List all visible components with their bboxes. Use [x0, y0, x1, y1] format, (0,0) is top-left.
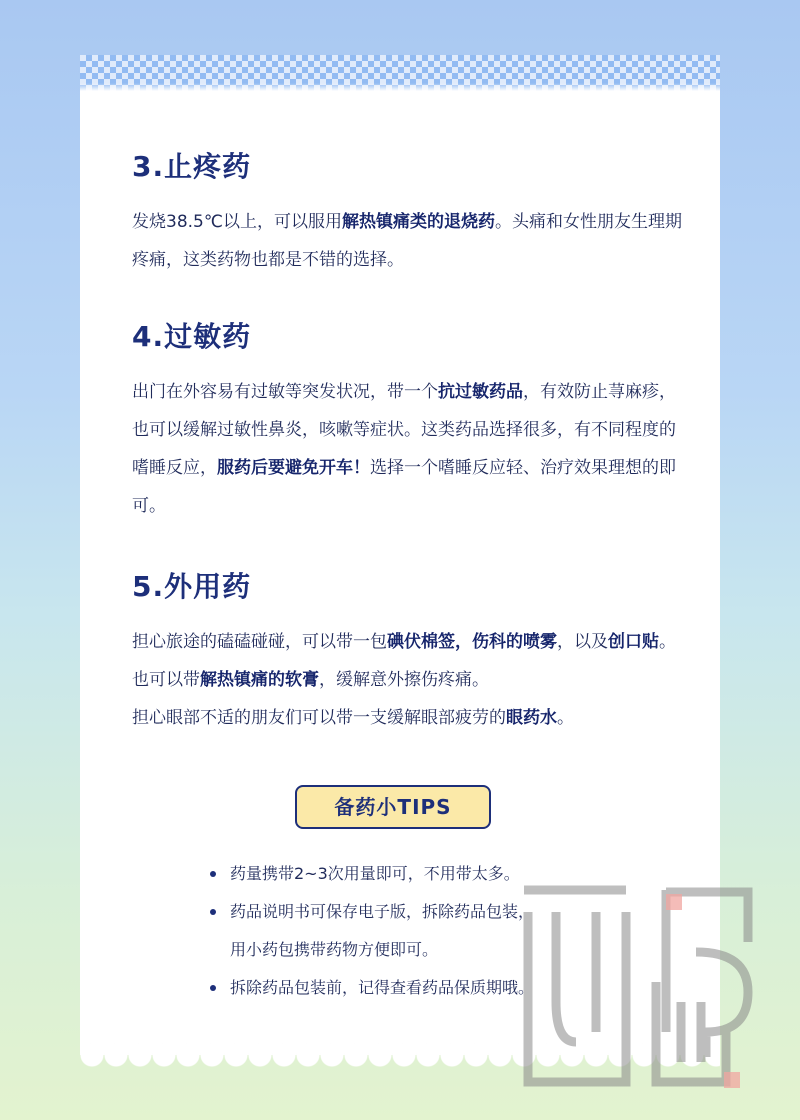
section-allergy-medicine — [132, 315, 682, 525]
section-body — [132, 203, 682, 279]
body-text: ，以及 — [557, 632, 608, 652]
emphasized-text: 解热镇痛的软膏 — [200, 670, 319, 690]
body-text: ，缓解意外擦伤疼痛。 — [319, 670, 489, 690]
red-accent-square — [666, 894, 682, 910]
tips-item-text: 药量携带2~3次用量即可，不用带太多。 — [230, 864, 520, 883]
body-text: 担心旅途的磕磕碰碰，可以带一包 — [132, 632, 387, 652]
body-text: 选择一个嗜睡反应轻、治疗效果理想的即可。 — [132, 458, 676, 516]
tips-item-text: 药品说明书可保存电子版，拆除药品包装， 用小药包携带药物方便即可。 — [230, 902, 535, 959]
section-body — [132, 373, 682, 525]
body-text: 发烧38.5℃以上，可以服用 — [132, 212, 342, 232]
section-body — [132, 623, 682, 737]
section-title: 5.外用药 — [132, 570, 252, 603]
red-accent-square — [724, 1072, 740, 1088]
body-text: 担心眼部不适的朋友们可以带一支缓解眼部疲劳的 — [132, 708, 506, 728]
body-text: ，有效防止荨麻疹，也可以缓解过敏性鼻炎，咳嗽等症状。这类药品选择很多，有不同程度的嗜睡反应， — [132, 382, 676, 478]
logo-stamp — [516, 882, 766, 1092]
emphasized-text: 解热镇痛类的退烧药 — [341, 212, 495, 232]
emphasized-text: 创口贴 — [608, 632, 659, 652]
section-title: 3.止疼药 — [132, 150, 252, 183]
emphasized-text: 碘伏棉签，伤科的喷雾 — [387, 632, 557, 652]
section-external-medicine — [132, 565, 682, 737]
section-painkillers — [132, 145, 682, 279]
body-text: 。头痛和女性朋友生理期疼痛，这类药物也都是不错的选择。 — [132, 212, 682, 270]
emphasized-text: 服药后要避免开车！ — [217, 458, 370, 478]
emphasized-text: 抗过敏药品 — [438, 382, 523, 402]
section-title: 4.过敏药 — [132, 320, 252, 353]
checker-pattern-header — [80, 55, 720, 91]
body-text: 。也可以带 — [132, 632, 676, 690]
body-text: 出门在外容易有过敏等突发状况，带一个 — [132, 382, 438, 402]
tips-title-badge: 备药小TIPS — [295, 785, 491, 829]
body-text: 。 — [557, 708, 574, 728]
tips-item-text: 拆除药品包装前，记得查看药品保质期哦。 — [230, 978, 535, 997]
emphasized-text: 眼药水 — [506, 708, 557, 728]
